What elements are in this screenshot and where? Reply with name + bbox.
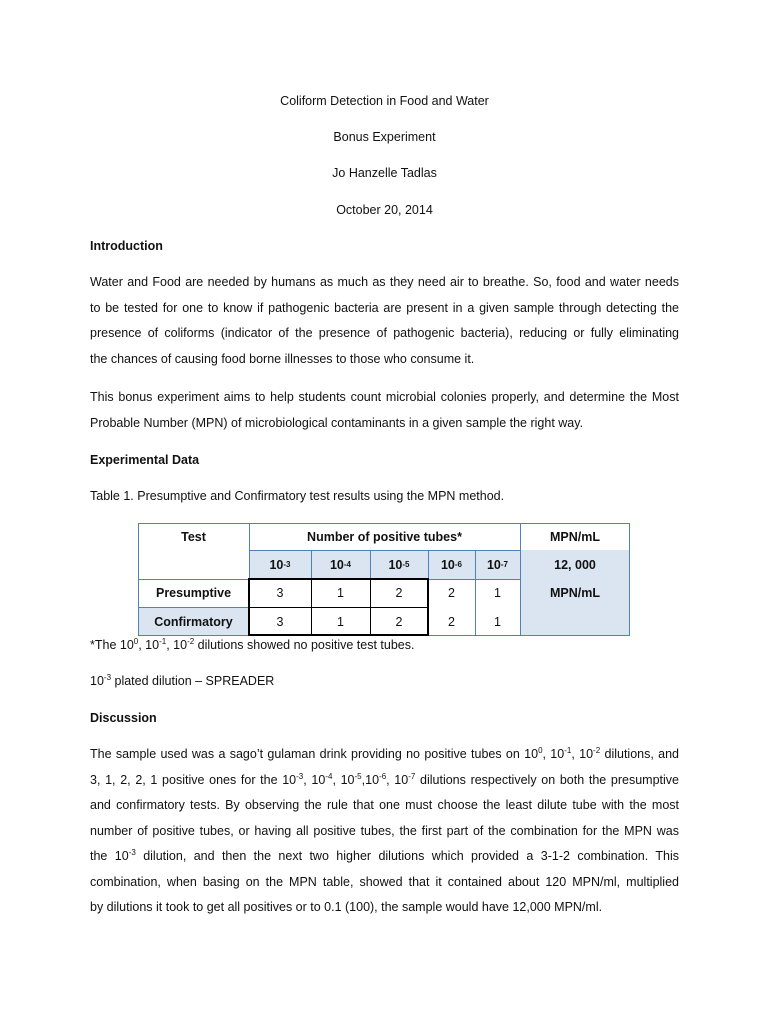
document-author: Jo Hanzelle Tadlas	[332, 166, 437, 180]
table-cell: 3	[276, 614, 284, 629]
row-label-presumptive: Presumptive	[155, 586, 232, 600]
table-border	[520, 523, 521, 636]
document-subtitle: Bonus Experiment	[333, 130, 436, 144]
table-cell: 1	[494, 614, 501, 629]
introduction-paragraph-1	[90, 270, 679, 372]
dilution-header: 10 -5	[388, 557, 410, 572]
table-caption: Table 1. Presumptive and Confirmatory test results using the MPN method.	[90, 489, 505, 503]
table-border	[249, 550, 520, 551]
experimental-heading: Experimental Data	[90, 453, 200, 467]
mpn-unit: MPN/mL	[550, 586, 600, 600]
table-border	[311, 550, 312, 579]
document-date: October 20, 2014	[336, 203, 433, 217]
row-label-confirmatory: Confirmatory	[154, 614, 233, 629]
discussion-heading: Discussion	[90, 711, 157, 725]
header-mpn: MPN/mL	[550, 529, 600, 544]
text-line: to be tested for one to know if pathogenic bacteria are present in a given sample through detecting the	[90, 300, 679, 315]
header-test: Test	[181, 529, 206, 544]
text-line: The sample used was a sago’t gulaman drink providing no positive tubes on $10^0$, $10^{-1}$, $10^{-2}$ dilutions, and	[90, 746, 679, 761]
table-border	[475, 550, 476, 636]
mpn-results-table	[138, 523, 630, 636]
text-line: presence of coliforms (indicator of the presence of pathogenic bacteria), reducing or fully eliminating	[90, 326, 679, 340]
text-line: and confirmatory tests. By observing the rule that one must choose the least dilute tube with the most	[90, 798, 679, 812]
text-line: Probable Number (MPN) of microbiological contaminants in a given sample the right way.	[90, 415, 584, 430]
table-border	[370, 550, 371, 579]
text-line: 3, 1, 2, 2, 1 positive ones for the $10^{-3}$, $10^{-4}$, $10^{-5},10^{-6}$, $10^{-7}$ dilutions respectively on both the presumptive	[90, 771, 679, 787]
introduction-paragraph-2	[90, 385, 679, 436]
table-cell: 1	[337, 586, 344, 600]
table-cell: 1	[494, 586, 501, 600]
dilution-header: 10 -4	[329, 557, 352, 572]
text-line: the chances of causing food borne illnesses to those who consume it.	[90, 351, 475, 366]
text-line: by dilutions it took to get all positives or to 0.1 (100), the sample would have 12,000 MPN/ml.	[90, 900, 603, 914]
table-footnote: *The $10^0$, $10^{-1}$, $10^{-2}$ dilutions showed no positive test tubes.	[90, 637, 415, 652]
table-border	[138, 523, 139, 636]
document-title: Coliform Detection in Food and Water	[280, 94, 489, 108]
table-cell: 2	[448, 614, 455, 629]
header-positive-tubes: Number of positive tubes*	[307, 529, 462, 544]
text-line: number of positive tubes, or having all positive tubes, the first part of the combination for the MPN was	[90, 823, 679, 838]
text-line: combination, when basing on the MPN table, showed that it contained about 120 MPN/ml, multiplied	[90, 874, 679, 889]
dilution-header: 10 -6	[440, 557, 463, 572]
table-cell: 1	[337, 614, 344, 629]
table-cell: 2	[395, 586, 403, 600]
table-cell: 2	[448, 586, 455, 600]
table-border	[138, 607, 249, 608]
table-cell: 3	[276, 586, 284, 600]
text-line: the $10^{-3}$ dilution, and then the next two higher dilutions which provided a 3-1-2 combination. This	[90, 848, 679, 863]
dilution-header: 10 -7	[486, 557, 509, 572]
text-line: Water and Food are needed by humans as much as they need air to breathe. So, food and water needs	[90, 275, 679, 289]
mpn-value: 12, 000	[554, 557, 596, 572]
discussion-paragraph	[90, 742, 679, 921]
highlight-divider	[250, 607, 427, 608]
text-line: This bonus experiment aims to help students count microbial colonies properly, and determine the Most	[90, 390, 679, 404]
introduction-heading: Introduction	[90, 239, 163, 253]
table-border	[629, 523, 630, 636]
dilution-header: 10 -3	[269, 557, 291, 572]
plated-dilution-note: $10^{-3}$ plated dilution – SPREADER	[90, 673, 275, 688]
table-cell: 2	[395, 614, 403, 629]
table-border	[138, 523, 630, 524]
